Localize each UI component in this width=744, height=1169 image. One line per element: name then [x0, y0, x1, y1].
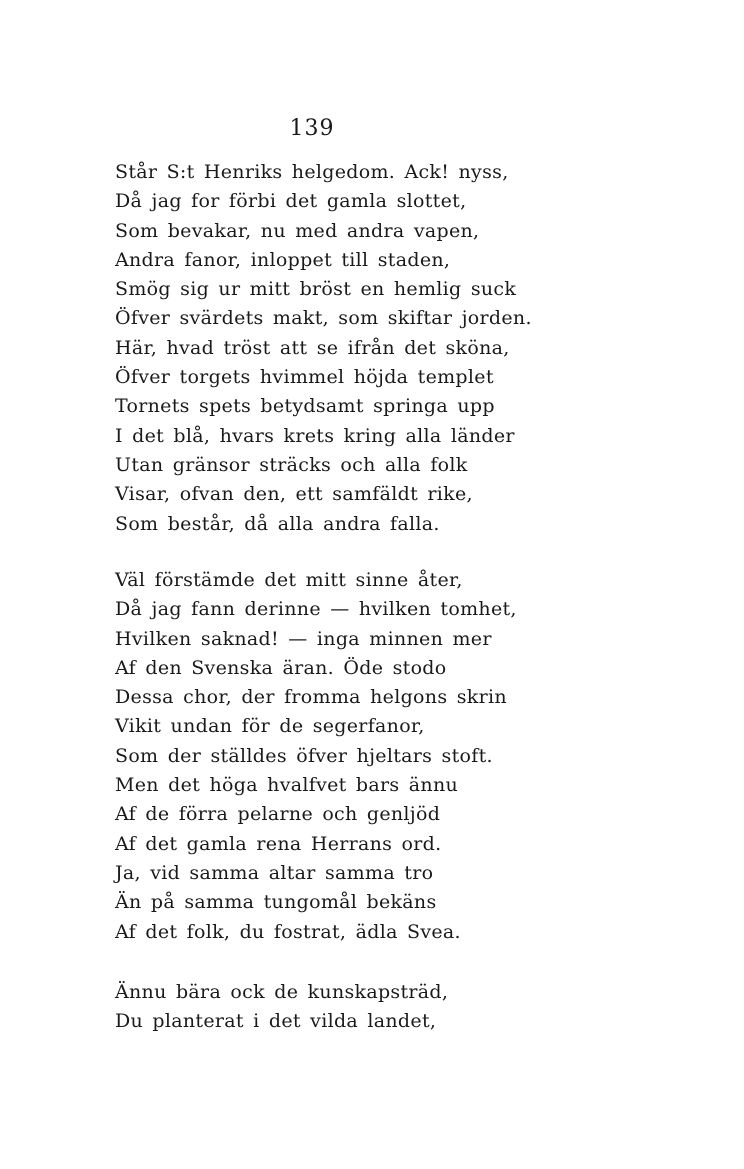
poem-line: Än på samma tungomål bekäns: [115, 891, 437, 914]
poem-line: Väl förstämde det mitt sinne åter,: [115, 569, 463, 591]
poem-line: Öfver svärdets makt, som skiftar jorden.: [115, 307, 532, 330]
poem-line: Ännu bära ock de kunskapsträd,: [115, 981, 449, 1003]
poem-line: Då jag fann derinne — hvilken tomhet,: [115, 598, 517, 621]
poem-line: Vikit undan för de segerfanor,: [115, 715, 425, 738]
poem-line: Men det höga hvalfvet bars ännu: [115, 774, 459, 797]
poem-line: Står S:t Henriks helgedom. Ack! nyss,: [115, 161, 509, 183]
poem-line: Andra fanor, inloppet till staden,: [115, 248, 451, 271]
poem-line: Som der ställdes öfver hjeltars stoft.: [115, 744, 493, 767]
stanza-3: [115, 978, 675, 1037]
poem-line: Utan gränsor sträcks och alla folk: [115, 453, 468, 476]
poem-line: Af den Svenska äran. Öde stodo: [115, 656, 447, 679]
stanza-2: [115, 566, 675, 947]
stanza-1: [115, 158, 675, 539]
poem-line: Af det folk, du fostrat, ädla Svea.: [115, 920, 461, 943]
poem-line: Ja, vid samma altar samma tro: [115, 861, 434, 884]
poem-line: I det blå, hvars krets kring alla länder: [115, 424, 515, 447]
poem-line: Tornets spets betydsamt springa upp: [115, 395, 495, 418]
poem-line: Af de förra pelarne och genljöd: [115, 803, 441, 826]
poem-line: Som består, då alla andra falla.: [115, 512, 440, 535]
poem-line: Dessa chor, der fromma helgons skrin: [115, 686, 507, 709]
poem-line: Här, hvad tröst att se ifrån det sköna,: [115, 336, 510, 359]
poem-line: Hvilken saknad! — inga minnen mer: [115, 627, 492, 650]
poem-line: Af det gamla rena Herrans ord.: [115, 832, 442, 855]
poem-line: Du planterat i det vilda landet,: [115, 1010, 437, 1033]
poem-line: Visar, ofvan den, ett samfäldt rike,: [115, 483, 473, 506]
poem-line: Öfver torgets hvimmel höjda templet: [115, 366, 494, 389]
page-number: 139: [289, 116, 335, 141]
poem-line: Smög sig ur mitt bröst en hemlig suck: [115, 278, 517, 301]
poem-line: Då jag for förbi det gamla slottet,: [115, 190, 467, 213]
poem-line: Som bevakar, nu med andra vapen,: [115, 219, 480, 242]
